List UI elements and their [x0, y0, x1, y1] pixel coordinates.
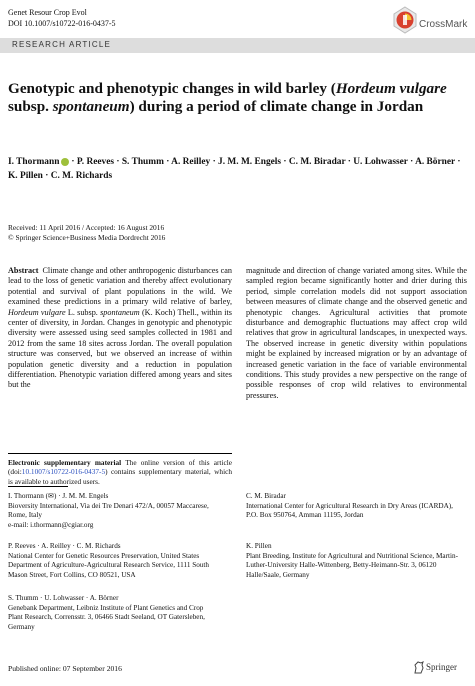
- published-date: Published online: 07 September 2016: [8, 664, 122, 673]
- esm-doi-link[interactable]: 10.1007/s10722-016-0437-5: [21, 467, 106, 477]
- abstract-label: Abstract: [8, 266, 39, 275]
- crossmark-label: CrossMark: [419, 19, 468, 30]
- section-banner: [0, 38, 475, 53]
- esm-divider: [8, 453, 232, 454]
- crossmark-badge[interactable]: [392, 6, 472, 36]
- supplementary-note: Electronic supplementary material The online version of this article (doi:10.1007/s10722-016-0437-5) contains supplementary material, which is available to authorized users.: [8, 458, 232, 486]
- copyright-line: © Springer Science+Business Media Dordrecht 2016: [8, 232, 166, 242]
- received-accepted: Received: 11 April 2016 / Accepted: 16 August 2016: [8, 223, 165, 232]
- article-doi: DOI 10.1007/s10722-016-0437-5: [8, 19, 116, 28]
- abstract-right-column: magnitude and direction of change variated among sites. While the sampled region became significantly hotter and drier during this period, simple correlation models did not support association between measures of climate change and the observed genetic and phenotypic changes. Agricultural activities that promote disturbance and demographic fluctuations may affect crop wild relatives that grow in agricultural landscapes, in unexpected ways. The observed increase in genetic diversity within populations might be explained by increased migration or by an advantage of increased genetic variation in the face of variable environmental conditions. This study provides a new perspective on the range of possible responses of crop wild relatives to environmental pressures.: [246, 266, 467, 400]
- other-authors: · P. Reeves · S. Thumm · A. Reilley · J. M. M. Engels · C. M. Biradar · U. Lohwasser · A. Börner · K. Pillen · C. M. Richards: [8, 157, 461, 181]
- article-dates: [8, 223, 165, 242]
- springer-horse-icon: [413, 661, 425, 674]
- section-label: RESEARCH ARTICLE: [12, 40, 112, 49]
- affiliation-usda: P. Reeves · A. Reilley · C. M. Richards National Center for Genetic Resources Preservation, United States Department of Agriculture-Agricultural Research Service, 1111 South Mason Street, Fort Collins, CO 80521, USA: [8, 542, 209, 579]
- abstract-left-column: Abstract Climate change and other anthropogenic disturbances can lead to the loss of genetic variation and thereby affect evolutionary potential and survival of plant populations in the wild. We examined these predictions in a primary wild relative of barley, Hordeum vulgare L. subsp. spontaneum (K. Koch) Thell., within its center of diversity, in Jordan. Changes in genotypic and phenotypic diversity were assessed using seed samples collected in 1981 and 2012 from the same 18 sites across Jordan. The overall population structure was conserved, but we observed an increase of within population genetic diversity and a reduction in population differentiation. Phenotypic variation differed among years and sites but the: [8, 266, 232, 390]
- publisher-name: Springer: [426, 662, 457, 672]
- affiliation-divider: [8, 486, 68, 487]
- affiliation-icarda: C. M. Biradar International Center for Agricultural Research in Dry Areas (ICARDA), P.O. Box 950764, Amman 11195, Jordan: [246, 492, 453, 520]
- publisher-logo: [413, 661, 473, 677]
- author-list: [8, 155, 468, 183]
- affiliation-bioversity: I. Thormann (✉) · J. M. M. Engels Bioversity International, Via dei Tre Denari 472/A, 00057 Maccarese, Rome, Italy e-mail: i.thormann@cgiar.org: [8, 492, 213, 530]
- first-author[interactable]: I. Thormann: [8, 157, 60, 167]
- crossmark-icon: [392, 6, 418, 34]
- affiliation-ipk: S. Thumm · U. Lohwasser · A. Börner Genebank Department, Leibniz Institute of Plant Genetics and Crop Plant Research, Corrensstr. 3, 06466 Stadt Seeland, OT Gatersleben, Germany: [8, 594, 205, 631]
- affiliation-halle: K. Pillen Plant Breeding, Institute for Agricultural and Nutritional Science, Martin-Luther-University Halle-Wittenberg, Betty-Heimann-Str. 3, 06120 Halle/Saale, Germany: [246, 542, 458, 579]
- esm-label: Electronic supplementary material: [8, 458, 122, 467]
- article-title: Genotypic and phenotypic changes in wild barley (Hordeum vulgare subsp. spontaneum) during a period of climate change in Jordan: [8, 80, 447, 115]
- corresponding-email[interactable]: e-mail: i.thormann@cgiar.org: [8, 520, 94, 529]
- journal-name: Genet Resour Crop Evol: [8, 8, 87, 17]
- orcid-icon[interactable]: [61, 158, 69, 166]
